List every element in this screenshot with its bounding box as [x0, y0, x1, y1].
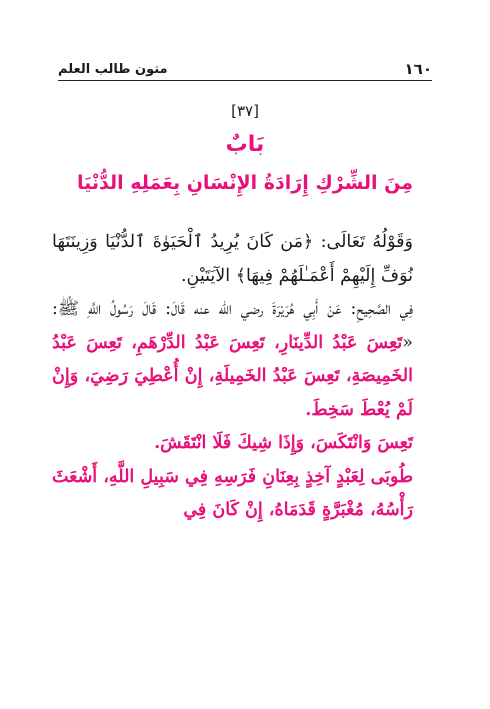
hadith-text-3: طُوبَى لِعَبْدٍ آخِذٍ بِعِنَانِ فَرَسِهِ فِي سَبِيلِ اللَّهِ، أَشْعَثَ رَأْسُهُ، مُغْبَرَّةٍ قَدَمَاهُ، إِنْ كَانَ فِي [52, 466, 413, 520]
hadith-intro: فِي الصَّحِيحِ: عَنْ أَبِي هُرَيْرَةَ رضي الله عنه قَالَ: قَالَ رَسُولُ اللَّهِ ﷺ: « [52, 299, 413, 353]
body-text [52, 226, 435, 528]
chapter-title: مِنَ الشِّرْكِ إِرَادَةُ الإِنْسَانِ بِعَمَلِهِ الدُّنْيَا [76, 172, 414, 194]
hadith-text-2: تَعِسَ وَانْتَكَسَ، وَإِذَا شِيكَ فَلَا انْتَقَشَ. [154, 433, 413, 453]
hadith-text-1: تَعِسَ عَبْدُ الدِّينَارِ، تَعِسَ عَبْدُ الدِّرْهَمِ، تَعِسَ عَبْدُ الخَمِيصَةِ، تَعِسَ عَبْدُ الخَمِيلَةِ، إِنْ أُعْطِيَ رَضِيَ، وَإِنْ لَمْ يُعْطَ سَخِطَ. [52, 332, 413, 420]
section-number: [٣٧] [231, 102, 259, 120]
book-title: متون طالب العلم [58, 61, 168, 77]
page-number: ١٦٠ [404, 60, 432, 78]
bab-heading: بَابٌ [225, 132, 265, 157]
quran-paragraph: وَقَوْلُهُ تَعَالَى: ﴿مَن كَانَ يُرِيدُ ٱلْحَيَوٰةَ ٱلدُّنْيَا وَزِينَتَهَا نُوَفِّ إِلَيْهِمْ أَعْمَـٰلَهُمْ فِيهَا﴾ الآيَتَيْنِ. [52, 232, 413, 286]
page-header [58, 58, 432, 81]
hadith-paragraph [52, 293, 435, 427]
